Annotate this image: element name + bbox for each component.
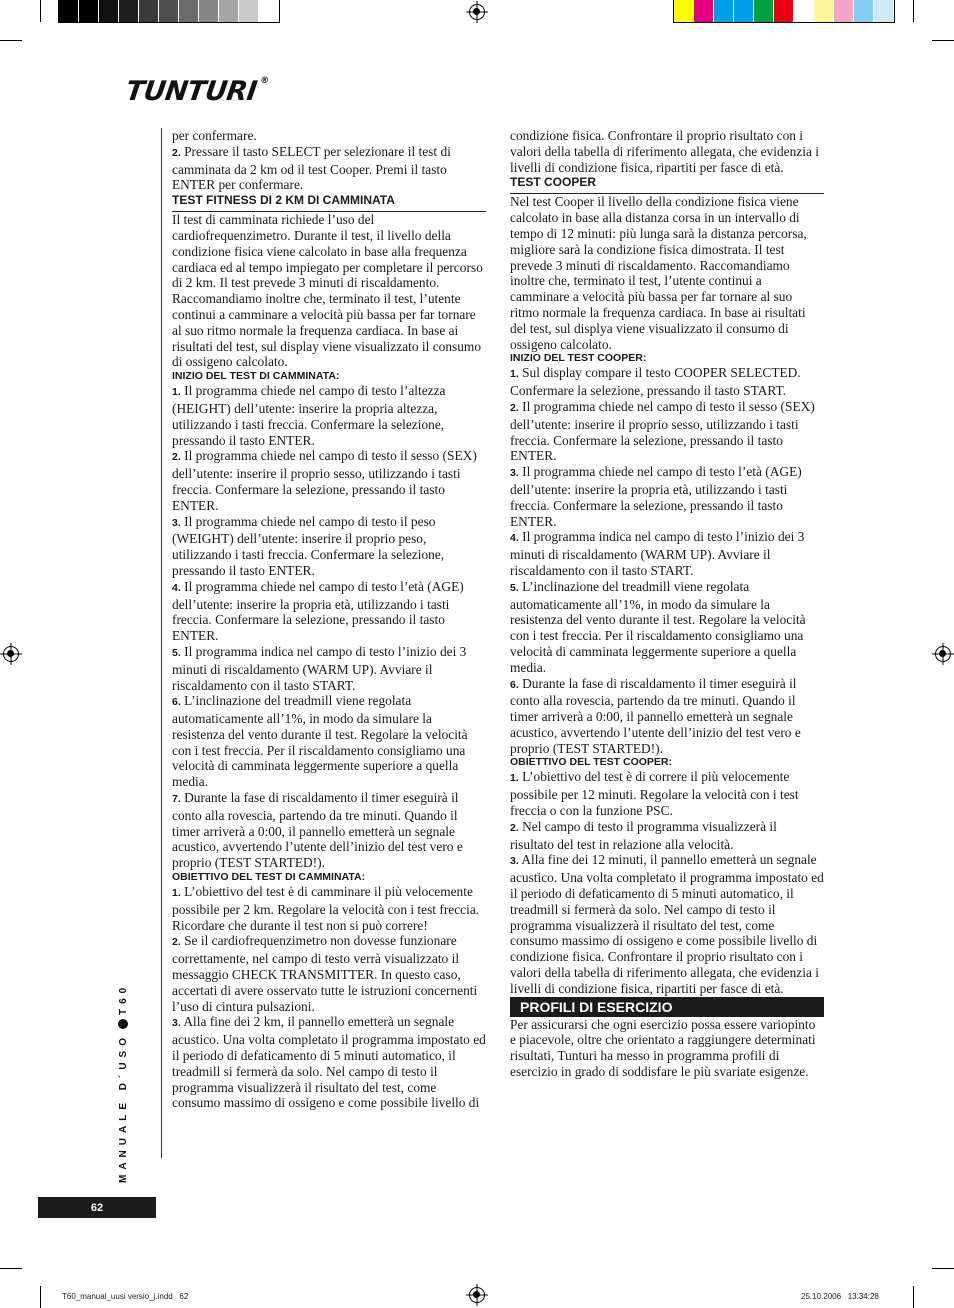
list-item-text: Il programma indica nel campo di testo l’inizio dei 3 minuti di riscaldamento (WARM UP). Avviare il riscaldamento con il tasto START. bbox=[510, 529, 805, 578]
list-item-number: 4. bbox=[510, 532, 519, 545]
list-item-text: Il programma chiede nel campo di testo il sesso (SEX) dell’utente: inserire il proprio sesso, utilizzando i tasti freccia. Confermare la selezione, pressando il tasto ENTER. bbox=[172, 448, 477, 513]
list-item-number: 5. bbox=[510, 581, 519, 594]
color-swatch bbox=[199, 0, 219, 22]
list-item-number: 3. bbox=[510, 855, 519, 868]
list-item-number: 2. bbox=[510, 821, 519, 834]
list-item bbox=[510, 579, 824, 676]
color-swatch bbox=[139, 0, 159, 22]
color-swatch bbox=[119, 0, 139, 22]
color-swatch bbox=[179, 0, 199, 22]
sidebar-manual-label bbox=[118, 982, 318, 1183]
registration-mark-icon bbox=[3, 646, 19, 662]
list-item-text: Se il cardiofrequenzimetro non dovesse funzionare correttamente, nel campo di testo verrà visualizzato il messaggio CHECK TRANSMITTER. In questo caso, accertati di avere osservato tutte le istruzioni concernenti l’uso di cintura pulsazioni. bbox=[172, 933, 478, 1014]
paragraph: per confermare. bbox=[172, 128, 257, 143]
list-item-number: 3. bbox=[510, 467, 519, 480]
color-swatch bbox=[99, 0, 119, 22]
list-item-text: Sul display compare il testo COOPER SELECTED. Confermare la selezione, pressando il tasto START. bbox=[510, 365, 801, 399]
crop-mark bbox=[40, 1286, 41, 1308]
crop-mark bbox=[40, 0, 41, 22]
grayscale-swatch-bar bbox=[58, 0, 280, 23]
list-item-number: 2. bbox=[172, 146, 181, 159]
list-item bbox=[510, 676, 824, 757]
list-item bbox=[172, 1014, 486, 1111]
list-item-text: Il programma chiede nel campo di testo l’età (AGE) dell’utente: inserire la propria età, utilizzando i tasti freccia. Confermare la selezione, pressando il tasto ENTER. bbox=[510, 464, 802, 529]
list-item-number: 2. bbox=[172, 936, 181, 949]
list-item-number: 2. bbox=[510, 401, 519, 414]
paragraph: condizione fisica. Confrontare il proprio risultato con i valori della tabella di riferimento allegata, che evidenzia i livelli di condizione fisica, ripartiti per fasce di età. bbox=[510, 128, 819, 175]
list-item bbox=[172, 933, 486, 1014]
sidebar-rule bbox=[161, 128, 162, 1158]
list-item-text: Alla fine dei 12 minuti, il pannello emetterà un segnale acustico. Una volta completato il programma impostato ed il periodo di defaticamento di 5 minuti automatico, il treadmill si fermerà da solo. Nel campo di testo il programma visualizzerà il risultato del test, come consumo massimo di ossigeno e come possibile livello di condizione fisica. Confrontare il proprio risultato con i valori della tabella di riferimento allegata, che evidenzia i livelli di condizione fisica, ripartiti per fasce di età. bbox=[510, 852, 824, 996]
crop-mark bbox=[932, 40, 954, 41]
footer-date: 25.10.2006 13:34:28 bbox=[801, 1292, 879, 1301]
list-item bbox=[172, 644, 486, 693]
color-swatch bbox=[834, 0, 854, 22]
section-heading: TEST COOPER bbox=[510, 175, 824, 194]
list-item-number: 5. bbox=[172, 646, 181, 659]
color-swatch bbox=[259, 0, 279, 22]
list-item-number: 1. bbox=[510, 772, 519, 785]
color-swatch bbox=[754, 0, 774, 22]
crop-mark bbox=[0, 40, 22, 41]
model-name: T60 bbox=[118, 982, 129, 1015]
color-swatch bbox=[159, 0, 179, 22]
color-swatch bbox=[239, 0, 259, 22]
page-number: 62 bbox=[38, 1197, 156, 1218]
left-column bbox=[172, 128, 486, 1111]
color-swatch bbox=[734, 0, 754, 22]
right-column bbox=[510, 128, 824, 1080]
color-swatch bbox=[694, 0, 714, 22]
crop-mark bbox=[913, 1286, 914, 1308]
list-item-number: 4. bbox=[172, 581, 181, 594]
color-swatch bbox=[714, 0, 734, 22]
list-item-number: 6. bbox=[172, 696, 181, 709]
paragraph: Nel test Cooper il livello della condizione fisica viene calcolato in base alla distanza corsa in un intervallo di tempo di 12 minuti: più lunga sarà la distanza percorsa, migliore sarà la condizione fisica dimostrata. Il test prevede 3 minuti di riscaldamento. Raccomandiamo inoltre che, terminato il test, l’utente continui a camminare a velocità più bassa per far tornare al suo ritmo normale la frequenza cardiaca. In base ai risultati del test, sul displya viene visualizzato il consumo di ossigeno calcolato. bbox=[510, 194, 807, 352]
list-item bbox=[172, 448, 486, 513]
subsection-heading: OBIETTIVO DEL TEST COOPER: bbox=[510, 756, 672, 769]
list-item bbox=[172, 579, 486, 644]
list-item-number: 7. bbox=[172, 793, 181, 806]
color-swatch bbox=[79, 0, 99, 22]
color-swatch bbox=[59, 0, 79, 22]
subsection-heading: OBIETTIVO DEL TEST DI CAMMINATA: bbox=[172, 871, 366, 884]
list-item-number: 3. bbox=[172, 516, 181, 529]
list-item-text: L’inclinazione del treadmill viene regolata automaticamente all’1%, in modo da simulare la resistenza del vento durante il test. Regolare la velocità con i test freccia. Per il riscaldamento consigliamo una velocità di camminata leggermente superiore a quella media. bbox=[172, 693, 468, 790]
list-item-text: Il programma chiede nel campo di testo l’età (AGE) dell’utente: inserire la propria età, utilizzando i tasti freccia. Confermare la selezione, pressando il tasto ENTER. bbox=[172, 578, 464, 644]
list-item bbox=[510, 529, 824, 578]
list-item-text: Durante la fase di riscaldamento il timer eseguirà il conto alla rovescia, partendo da tre minuti. Quando il timer arriverà a 0:00, il pannello emetterà un segnale acustico, avvertendo l’utente dell’inizio del test vero e proprio (TEST STARTED!). bbox=[510, 675, 801, 756]
list-item-number: 2. bbox=[172, 451, 181, 464]
list-item bbox=[510, 852, 824, 996]
list-item bbox=[510, 464, 824, 529]
list-item-number: 6. bbox=[510, 678, 519, 691]
list-item-number: 3. bbox=[172, 1017, 181, 1030]
list-item-text: L’inclinazione del treadmill viene regolata automaticamente all’1%, in modo da simulare la resistenza del vento durante il test. Regolare la velocità con i test freccia. Per il riscaldamento consigliamo una velocità di camminata leggermente superiore a quella media. bbox=[510, 578, 806, 675]
list-item bbox=[172, 514, 486, 579]
list-item-text: Il programma chiede nel campo di testo il sesso (SEX) dell’utente: inserire il proprio sesso, utilizzando i tasti freccia. Confermare la selezione, pressando il tasto ENTER. bbox=[510, 398, 815, 464]
list-item-text: Il programma chiede nel campo di testo l’altezza (HEIGHT) dell’utente: inserire la propria altezza, utilizzando i tasti freccia. Confermare la selezione, pressando il tasto ENTER. bbox=[172, 383, 446, 448]
list-item bbox=[172, 790, 486, 871]
color-swatch-bar bbox=[673, 0, 895, 23]
list-item-text: Il programma chiede nel campo di testo il peso (WEIGHT) dell’utente: inserire il proprio peso, utilizzando i tasti freccia. Confermare la selezione, pressando il tasto ENTER. bbox=[172, 513, 445, 578]
list-item-number: 1. bbox=[172, 386, 181, 399]
list-item-text: Pressare il tasto SELECT per selezionare il test di camminata da 2 km od il test Cooper. Premi il tasto ENTER per confermare. bbox=[172, 143, 451, 193]
subsection-heading: INIZIO DEL TEST DI CAMMINATA: bbox=[172, 370, 340, 383]
color-swatch bbox=[814, 0, 834, 22]
registration-mark-icon bbox=[469, 4, 485, 20]
list-item-text: L’obiettivo del test è di correre il più velocemente possibile per 12 minuti. Regolare la velocità con i test freccia o con la funzione PSC. bbox=[510, 769, 799, 819]
crop-mark bbox=[913, 0, 914, 22]
color-swatch bbox=[794, 0, 814, 22]
crop-mark bbox=[932, 1268, 954, 1269]
list-item bbox=[510, 819, 824, 853]
list-item bbox=[510, 399, 824, 464]
section-heading: TEST FITNESS DI 2 KM DI CAMMINATA bbox=[172, 193, 486, 212]
list-item-text: Alla fine dei 2 km, il pannello emetterà un segnale acustico. Una volta completato il programma impostato ed il periodo di defaticamento di 5 minuti automatico, il treadmill si fermerà da solo. Nel campo di testo il programma visualizzerà il risultato del test, come consumo massimo di ossigeno e come possibile livello di bbox=[172, 1014, 486, 1111]
registration-mark-icon bbox=[935, 646, 951, 662]
list-item bbox=[510, 769, 824, 818]
color-swatch bbox=[874, 0, 894, 22]
list-item bbox=[510, 365, 824, 399]
color-swatch bbox=[854, 0, 874, 22]
paragraph: Il test di camminata richiede l’uso del cardiofrequenzimetro. Durante il test, il livello della condizione fisica viene calcolato in base alla frequenza cardiaca ed al tempo impiegato per completare il percorso di 2 km. Il test prevede 3 minuti di riscaldamento. Raccomandiamo inoltre che, terminato il test, l’utente continui a camminare a velocità più bassa per far tornare al suo ritmo normale la frequenza cardiaca. In base ai risultati del test, sul display viene visualizzato il consumo di ossigeno calcolato. bbox=[172, 212, 483, 370]
footer-file-name: T60_manual_uusi versio_j.indd 62 bbox=[62, 1292, 189, 1301]
tunturi-logo: TUNTURI® bbox=[123, 76, 270, 107]
list-item-text: L’obiettivo del test è di camminare il più velocemente possibile per 2 km. Regolare la velocità con i test freccia. Ricordare che durante il test non si può correre! bbox=[172, 884, 480, 933]
registration-mark-icon bbox=[469, 1287, 485, 1303]
paragraph: Per assicurarsi che ogni esercizio possa essere variopinto e piacevole, oltre che orientato a raggiungere determinati risultati, Tunturi ha messo in programma profili di esercizio in grado di soddisfare le più svariate esigenze. bbox=[510, 1016, 816, 1080]
list-item-text: Durante la fase di riscaldamento il timer eseguirà il conto alla rovescia, partendo da tre minuti. Quando il timer arriverà a 0:00, il pannello emetterà un segnale acustico, avvertendo l’utente dell’inizio del test vero e proprio (TEST STARTED!). bbox=[172, 790, 463, 871]
list-item bbox=[172, 144, 486, 193]
crop-mark bbox=[0, 1268, 22, 1269]
section-banner: PROFILI DI ESERCIZIO bbox=[510, 997, 824, 1017]
list-item bbox=[172, 693, 486, 790]
list-item-number: 1. bbox=[510, 368, 519, 381]
color-swatch bbox=[774, 0, 794, 22]
list-item bbox=[172, 383, 486, 448]
manual-title: MANUALE D´USO bbox=[118, 1033, 129, 1183]
color-swatch bbox=[219, 0, 239, 22]
list-item-text: Il programma indica nel campo di testo l’inizio dei 3 minuti di riscaldamento (WARM UP). Avviare il riscaldamento con il tasto START. bbox=[172, 643, 467, 693]
color-swatch bbox=[674, 0, 694, 22]
list-item bbox=[172, 884, 486, 933]
list-item-text: Nel campo di testo il programma visualizzerà il risultato del test in relazione alla velocità. bbox=[510, 818, 777, 852]
bullet-icon bbox=[118, 1019, 128, 1029]
subsection-heading: INIZIO DEL TEST COOPER: bbox=[510, 352, 647, 365]
list-item-number: 1. bbox=[172, 887, 181, 900]
